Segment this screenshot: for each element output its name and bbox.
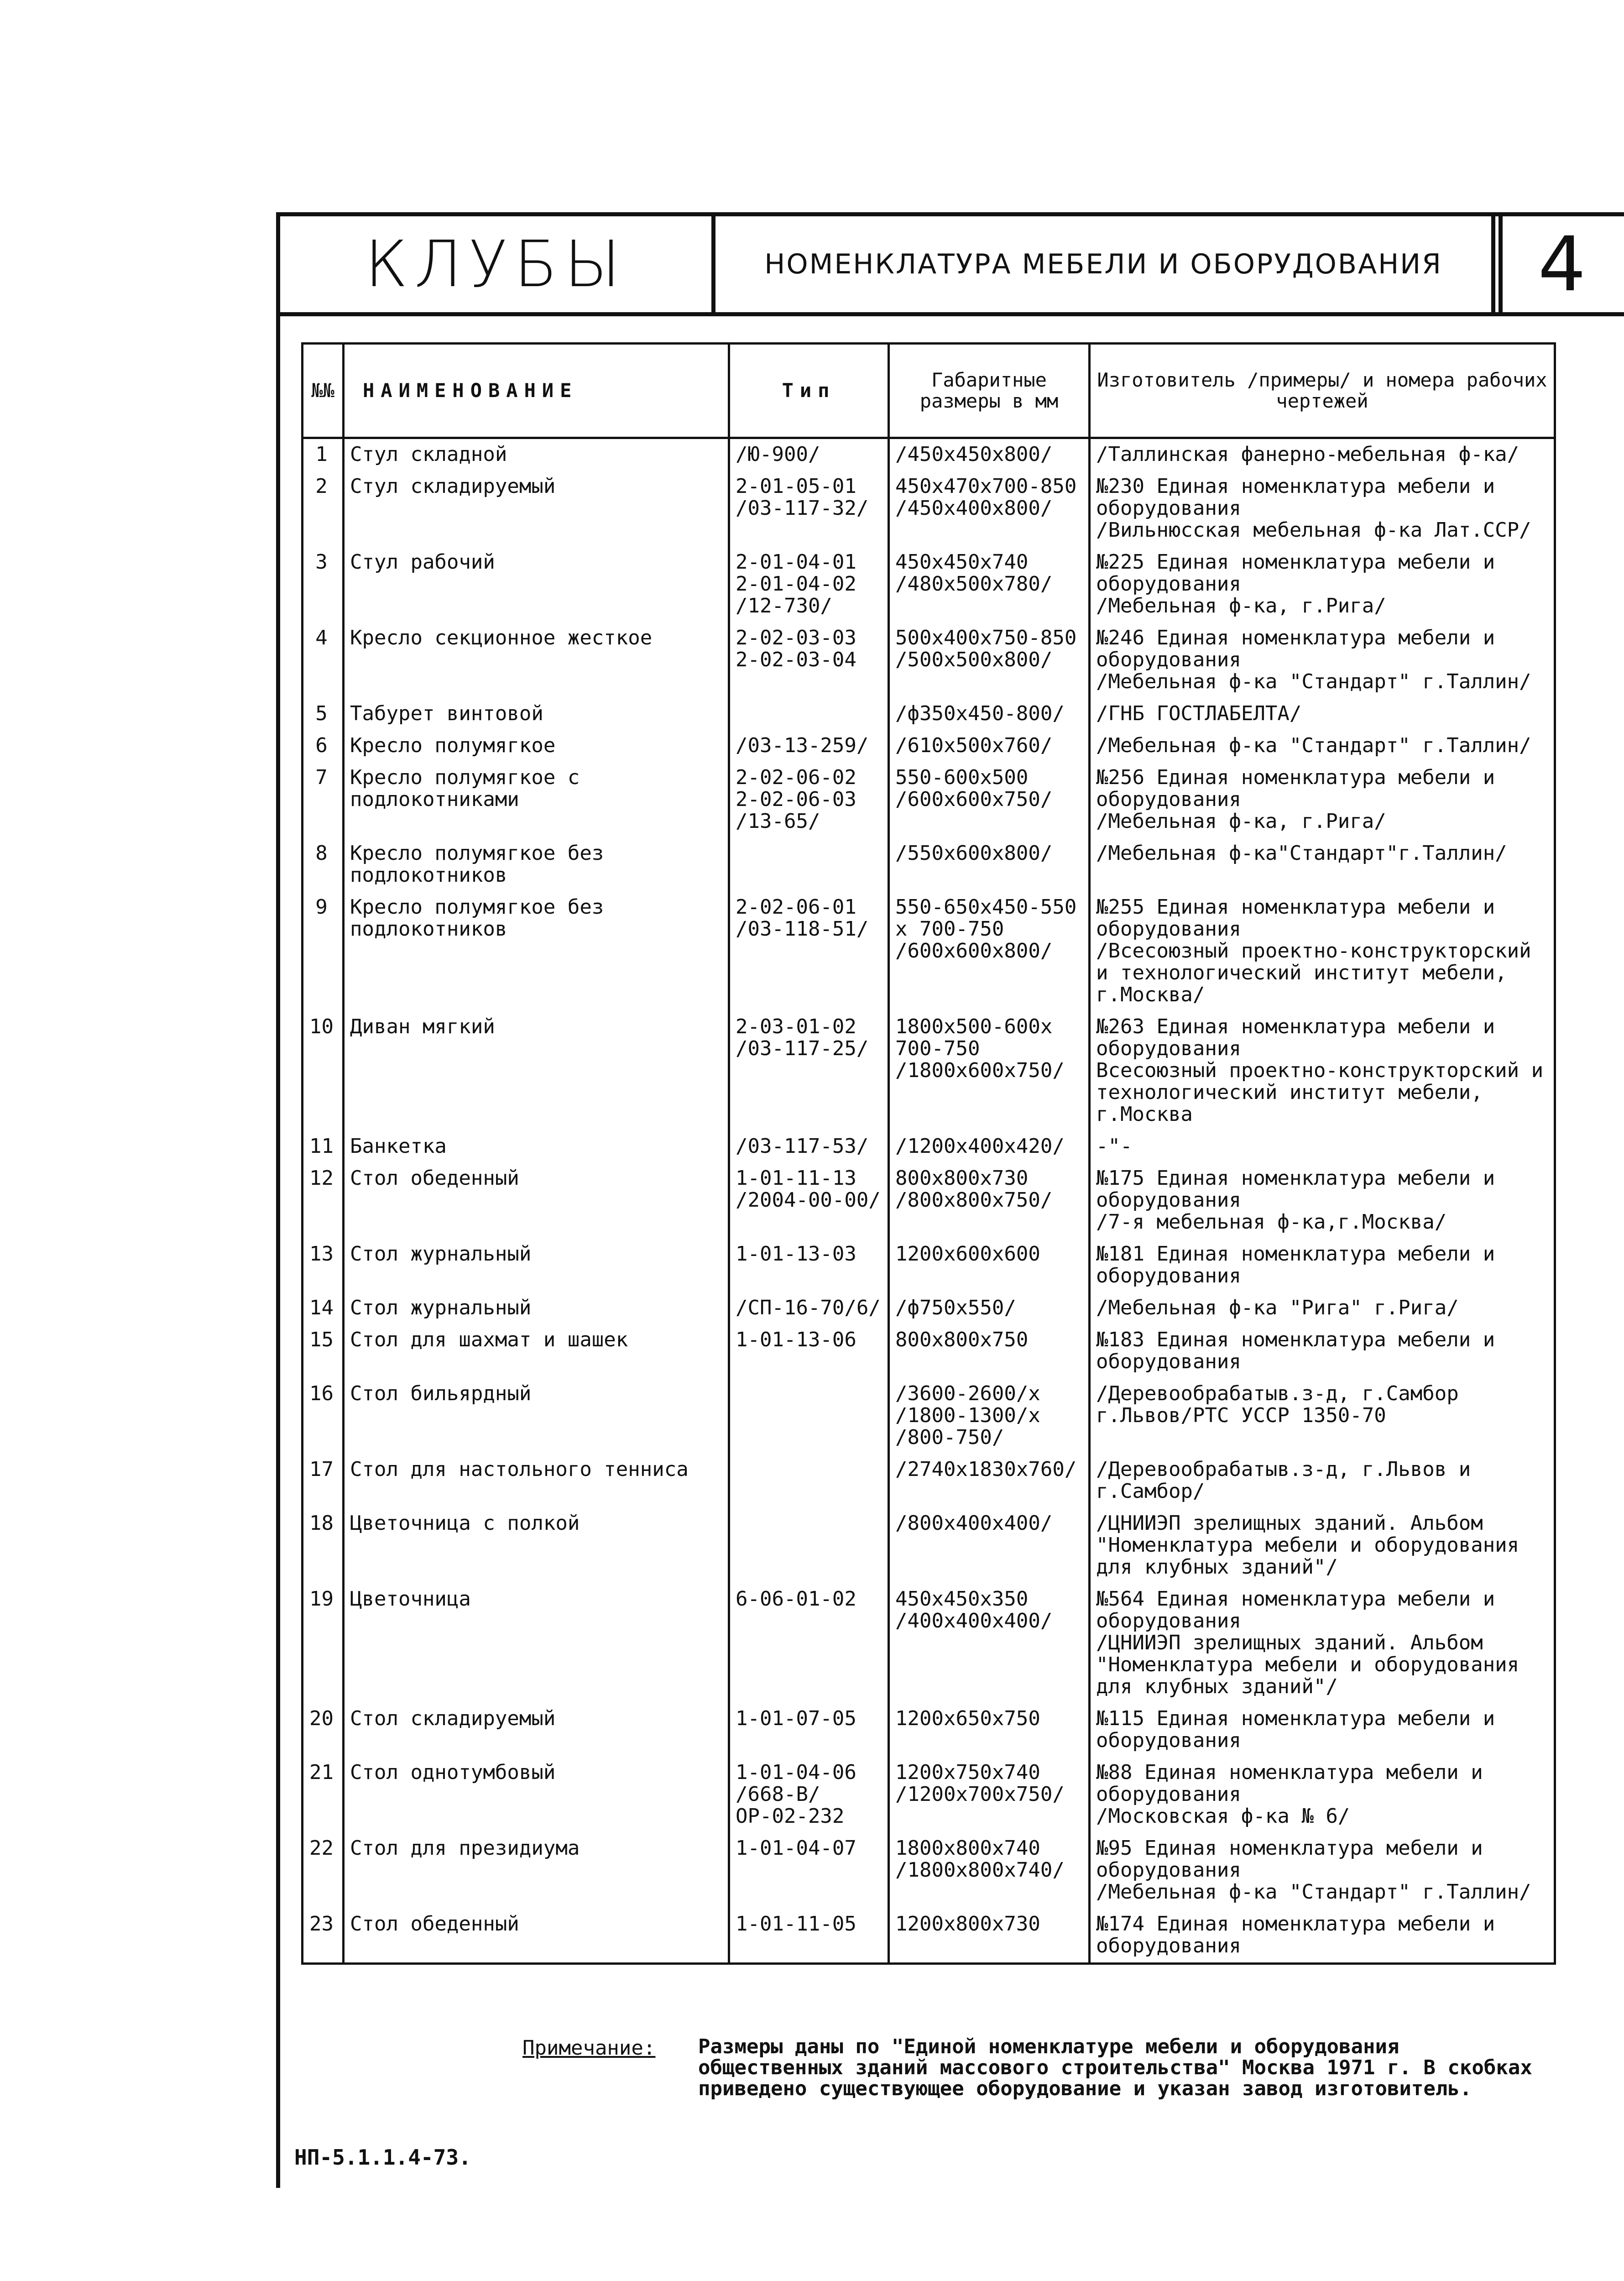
row-number: 1 [303,438,344,471]
item-manufacturer: №230 Единая номенклатура мебели и оборудования /Вильнюсская мебельная ф-ка Лат.ССР/ [1090,471,1555,547]
item-name: Кресло полумягкое без подлокотников [344,838,729,892]
row-number: 20 [303,1703,344,1757]
item-name: Стул рабочий [344,547,729,623]
item-manufacturer: /Деревообрабатыв.з-д, г.Самбор г.Львов/РТС УССР 1350-70 [1090,1378,1555,1454]
item-manufacturer: №115 Единая номенклатура мебели и оборудования [1090,1703,1555,1757]
item-dimensions: /ф350x450-800/ [889,698,1090,730]
item-dimensions: 450x450x350 /400x400x400/ [889,1584,1090,1703]
item-dimensions: 1200x750x740 /1200x700x750/ [889,1757,1090,1833]
item-manufacturer: №174 Единая номенклатура мебели и оборудования [1090,1909,1555,1964]
row-number: 22 [303,1833,344,1909]
table-row [303,838,1555,892]
item-manufacturer: №256 Единая номенклатура мебели и оборудования /Мебельная ф-ка, г.Рига/ [1090,762,1555,838]
row-number: 10 [303,1011,344,1131]
item-manufacturer: /Мебельная ф-ка "Стандарт" г.Таллин/ [1090,730,1555,762]
item-type [729,1508,889,1584]
item-name: Кресло полумягкое [344,730,729,762]
item-dimensions: /610x500x760/ [889,730,1090,762]
table-row [303,762,1555,838]
item-manufacturer: №225 Единая номенклатура мебели и оборудования /Мебельная ф-ка, г.Рига/ [1090,547,1555,623]
item-manufacturer: №255 Единая номенклатура мебели и оборудования /Всесоюзный проектно-конструкторский и технологический институт мебели, г.Москва/ [1090,892,1555,1011]
table-row [303,892,1555,1011]
item-dimensions: 1800x500-600x 700-750 /1800x600x750/ [889,1011,1090,1131]
item-name: Кресло полумягкое без подлокотников [344,892,729,1011]
table-row [303,1454,1555,1508]
item-type: 2-02-06-02 2-02-06-03 /13-65/ [729,762,889,838]
item-type [729,1454,889,1508]
item-name: Диван мягкий [344,1011,729,1131]
item-type: /Ю-900/ [729,438,889,471]
item-name: Стол складируемый [344,1703,729,1757]
document-code: НП-5.1.1.4-73. [294,2145,471,2170]
table-row [303,623,1555,698]
row-number: 6 [303,730,344,762]
item-name: Стол журнальный [344,1292,729,1324]
item-type: 1-01-11-05 [729,1909,889,1964]
row-number: 5 [303,698,344,730]
row-number: 15 [303,1324,344,1378]
item-type: 6-06-01-02 [729,1584,889,1703]
item-name: Кресло секционное жесткое [344,623,729,698]
item-name: Стол бильярдный [344,1378,729,1454]
table-row [303,698,1555,730]
table-row [303,1833,1555,1909]
row-number: 8 [303,838,344,892]
table-row [303,547,1555,623]
column-header-number: №№ [303,344,344,438]
sheet-number: 4 [1499,216,1621,312]
row-number: 19 [303,1584,344,1703]
item-type: /03-13-259/ [729,730,889,762]
item-manufacturer: /ГНБ ГОСТЛАБЕЛТА/ [1090,698,1555,730]
row-number: 2 [303,471,344,547]
item-name: Кресло полумягкое с подлокотниками [344,762,729,838]
row-number: 18 [303,1508,344,1584]
row-number: 9 [303,892,344,1011]
item-dimensions: /3600-2600/x /1800-1300/x /800-750/ [889,1378,1090,1454]
item-name: Стол однотумбовый [344,1757,729,1833]
title-block [280,216,1624,316]
item-type: 1-01-11-13 /2004-00-00/ [729,1163,889,1239]
item-type [729,1378,889,1454]
table-body [303,438,1555,1964]
item-manufacturer: /Таллинская фанерно-мебельная ф-ка/ [1090,438,1555,471]
item-dimensions: 800x800x750 [889,1324,1090,1378]
item-type: 2-02-03-03 2-02-03-04 [729,623,889,698]
item-manufacturer: №181 Единая номенклатура мебели и оборудования [1090,1239,1555,1292]
note-text: Размеры даны по "Единой номенклатуре мебели и оборудования общественных зданий массового строительства" Москва 1971 г. В скобках приведено существующее оборудование и указан завод изготовитель. [698,2035,1532,2100]
table-row [303,1703,1555,1757]
item-type: 2-01-05-01 /03-117-32/ [729,471,889,547]
item-dimensions: 450x470x700-850 /450x400x800/ [889,471,1090,547]
item-type [729,838,889,892]
item-type: 1-01-13-06 [729,1324,889,1378]
item-manufacturer: /Деревообрабатыв.з-д, г.Львов и г.Самбор/ [1090,1454,1555,1508]
item-name: Стол обеденный [344,1163,729,1239]
table-row [303,1508,1555,1584]
item-manufacturer: -"- [1090,1131,1555,1163]
item-dimensions: 550-600x500 /600x600x750/ [889,762,1090,838]
section-title: КЛУБЫ [280,216,715,312]
item-name: Стол для президиума [344,1833,729,1909]
item-manufacturer: /ЦНИИЭП зрелищных зданий. Альбом "Номенклатура мебели и оборудования для клубных зданий"/ [1090,1508,1555,1584]
item-name: Стол обеденный [344,1909,729,1964]
item-manufacturer: №564 Единая номенклатура мебели и оборудования /ЦНИИЭП зрелищных зданий. Альбом "Номенклатура мебели и оборудования для клубных зданий"/ [1090,1584,1555,1703]
table-row [303,471,1555,547]
table-row [303,1909,1555,1964]
column-header-name: НАИМЕНОВАНИЕ [344,344,729,438]
item-type: /03-117-53/ [729,1131,889,1163]
table-row [303,1163,1555,1239]
table-header-row [303,344,1555,438]
item-dimensions: 1800x800x740 /1800x800x740/ [889,1833,1090,1909]
item-name: Стул складируемый [344,471,729,547]
item-dimensions: 1200x650x750 [889,1703,1090,1757]
column-header-type: Тип [729,344,889,438]
table-row [303,1131,1555,1163]
table-row [303,730,1555,762]
table-row [303,1378,1555,1454]
item-dimensions: 450x450x740 /480x500x780/ [889,547,1090,623]
item-type: 2-03-01-02 /03-117-25/ [729,1011,889,1131]
table-row [303,1011,1555,1131]
item-dimensions: 1200x600x600 [889,1239,1090,1292]
row-number: 16 [303,1378,344,1454]
item-manufacturer: /Мебельная ф-ка"Стандарт"г.Таллин/ [1090,838,1555,892]
row-number: 23 [303,1909,344,1964]
table-row [303,1292,1555,1324]
row-number: 14 [303,1292,344,1324]
item-name: Табурет винтовой [344,698,729,730]
item-dimensions: 800x800x730 /800x800x750/ [889,1163,1090,1239]
furniture-table [301,342,1556,1965]
item-type: 1-01-07-05 [729,1703,889,1757]
column-header-manufacturer: Изготовитель /примеры/ и номера рабочих чертежей [1090,344,1555,438]
row-number: 12 [303,1163,344,1239]
row-number: 17 [303,1454,344,1508]
item-dimensions: /2740x1830x760/ [889,1454,1090,1508]
item-type: 1-01-13-03 [729,1239,889,1292]
row-number: 11 [303,1131,344,1163]
table-row [303,1584,1555,1703]
item-manufacturer: №95 Единая номенклатура мебели и оборудования /Мебельная ф-ка "Стандарт" г.Таллин/ [1090,1833,1555,1909]
item-dimensions: 550-650x450-550 x 700-750 /600x600x800/ [889,892,1090,1011]
table-row [303,1757,1555,1833]
item-dimensions: /ф750x550/ [889,1292,1090,1324]
item-dimensions: /800x400x400/ [889,1508,1090,1584]
item-dimensions: /1200x400x420/ [889,1131,1090,1163]
item-dimensions: 1200x800x730 [889,1909,1090,1964]
item-name: Стол для настольного тенниса [344,1454,729,1508]
item-name: Стул складной [344,438,729,471]
item-manufacturer: №263 Единая номенклатура мебели и оборудования Всесоюзный проектно-конструкторский и технологический институт мебели, г.Москва [1090,1011,1555,1131]
document-subtitle: НОМЕНКЛАТУРА МЕБЕЛИ И ОБОРУДОВАНИЯ [715,216,1495,312]
item-manufacturer: №88 Единая номенклатура мебели и оборудования /Московская ф-ка № 6/ [1090,1757,1555,1833]
item-type: 1-01-04-07 [729,1833,889,1909]
item-dimensions: /450x450x800/ [889,438,1090,471]
item-type: /СП-16-70/6/ [729,1292,889,1324]
item-dimensions: 500x400x750-850 /500x500x800/ [889,623,1090,698]
note-label: Примечание: [522,2036,656,2060]
row-number: 4 [303,623,344,698]
table-row [303,1239,1555,1292]
table-row [303,1324,1555,1378]
row-number: 3 [303,547,344,623]
item-name: Стол журнальный [344,1239,729,1292]
item-name: Стол для шахмат и шашек [344,1324,729,1378]
item-name: Банкетка [344,1131,729,1163]
row-number: 7 [303,762,344,838]
item-name: Цветочница с полкой [344,1508,729,1584]
item-manufacturer: №246 Единая номенклатура мебели и оборудования /Мебельная ф-ка "Стандарт" г.Таллин/ [1090,623,1555,698]
item-type [729,698,889,730]
item-manufacturer: №183 Единая номенклатура мебели и оборудования [1090,1324,1555,1378]
item-manufacturer: /Мебельная ф-ка "Рига" г.Рига/ [1090,1292,1555,1324]
row-number: 13 [303,1239,344,1292]
item-manufacturer: №175 Единая номенклатура мебели и оборудования /7-я мебельная ф-ка,г.Москва/ [1090,1163,1555,1239]
row-number: 21 [303,1757,344,1833]
item-name: Цветочница [344,1584,729,1703]
item-type: 1-01-04-06 /668-В/ ОР-02-232 [729,1757,889,1833]
item-type: 2-01-04-01 2-01-04-02 /12-730/ [729,547,889,623]
table-row [303,438,1555,471]
item-type: 2-02-06-01 /03-118-51/ [729,892,889,1011]
item-dimensions: /550x600x800/ [889,838,1090,892]
column-header-dimensions: Габаритные размеры в мм [889,344,1090,438]
